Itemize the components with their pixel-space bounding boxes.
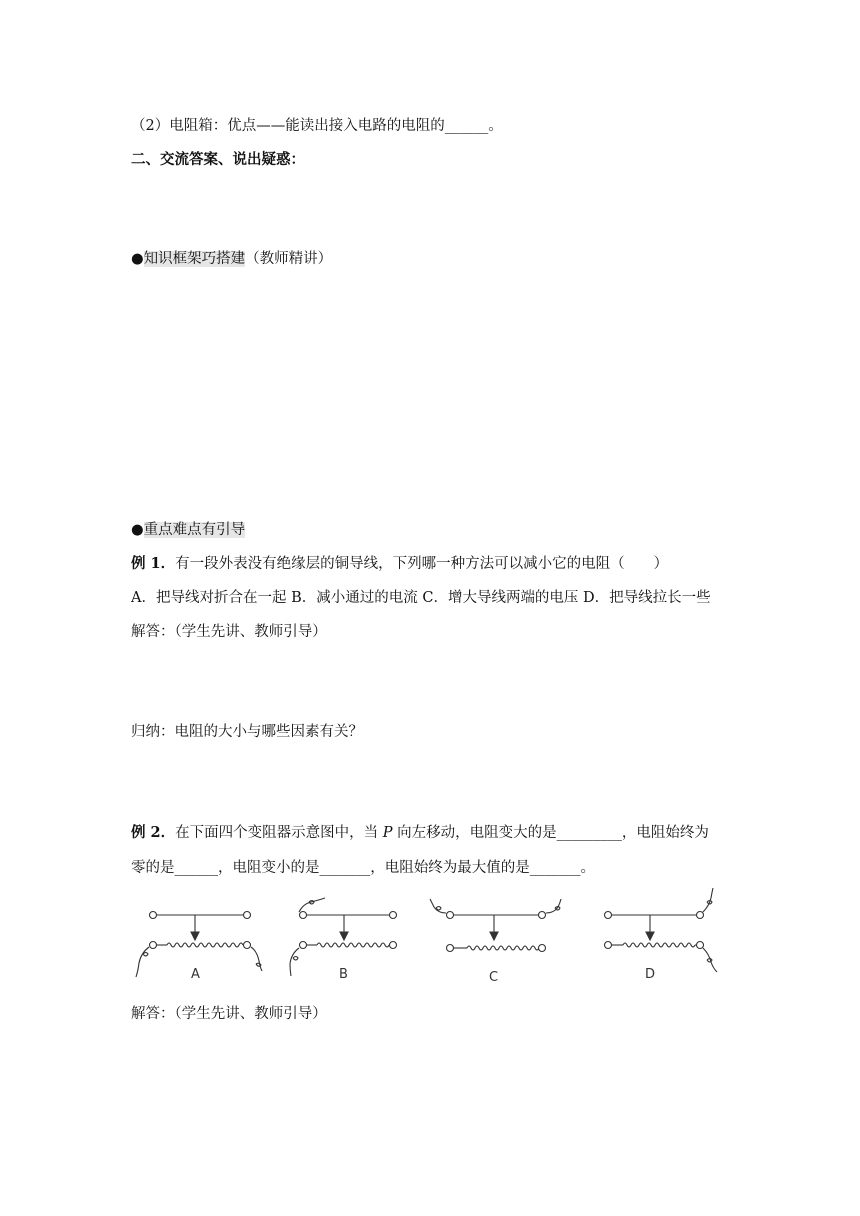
rheostat-c bbox=[430, 899, 561, 952]
example1-text: 有一段外表没有绝缘层的铜导线，下列哪一种方法可以减小它的电阻（ ） bbox=[175, 556, 669, 572]
bullet-icon: ● bbox=[131, 251, 144, 267]
framework-heading bbox=[131, 247, 332, 268]
figure-label-b: B bbox=[339, 967, 348, 982]
framework-highlight: 知识框架巧搭建 bbox=[143, 251, 246, 267]
framework-note: （教师精讲） bbox=[245, 251, 333, 267]
keypoints-highlight: 重点难点有引导 bbox=[143, 522, 246, 538]
section-two-title: 二、交流答案、说出疑惑： bbox=[131, 151, 305, 168]
summary-line: 归纳：电阻的大小与哪些因素有关？ bbox=[131, 724, 363, 740]
figure-label-a: A bbox=[191, 967, 200, 982]
rheostat-figure bbox=[131, 888, 731, 988]
example1-options: A．把导线对折合在一起 B．减小通过的电流 C．增大导线两端的电压 D．把导线拉长一些 bbox=[131, 590, 711, 606]
resistance-box-line: （2）电阻箱：优点——能读出接入电路的电阻的______。 bbox=[131, 118, 503, 134]
rheostat-b bbox=[290, 898, 397, 976]
figure-label-c: C bbox=[489, 970, 499, 985]
figure-label-d: D bbox=[645, 967, 656, 982]
keypoints-heading bbox=[131, 518, 245, 539]
example2-answer: 解答：（学生先讲、教师引导） bbox=[131, 1006, 327, 1022]
example2-question bbox=[131, 821, 709, 842]
example2-question-line2: 零的是______，电阻变小的是_______，电阻始终为最大值的是_______。 bbox=[131, 860, 595, 876]
rheostat-d bbox=[605, 888, 718, 972]
example2-label: 例 2． bbox=[131, 824, 176, 841]
example1-question bbox=[131, 552, 668, 573]
bullet-icon: ● bbox=[131, 522, 144, 538]
example1-answer: 解答：（学生先讲、教师引导） bbox=[131, 624, 327, 640]
example1-label: 例 1． bbox=[131, 555, 176, 572]
slider-p: P bbox=[382, 825, 393, 841]
example2-text-b: 向左移动，电阻变大的是_________，电阻始终为 bbox=[392, 825, 709, 841]
example2-text-a: 在下面四个变阻器示意图中，当 bbox=[175, 825, 383, 841]
